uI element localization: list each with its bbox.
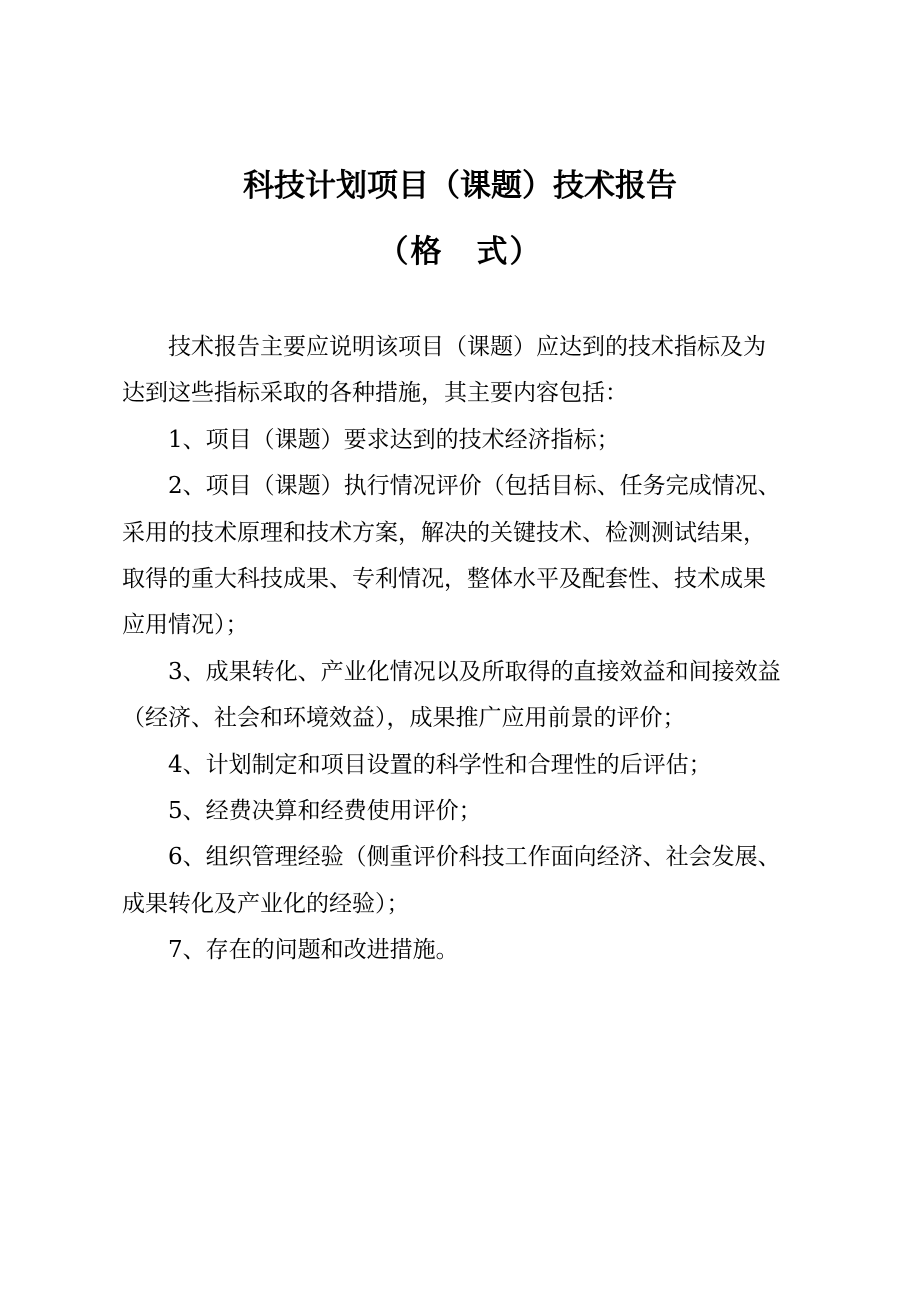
document-title: 科技计划项目（课题）技术报告 [243,168,677,204]
list-item-line: 7、存在的问题和改进措施。 [168,937,459,964]
list-item-line: 采用的技术原理和技术方案，解决的关键技术、检测测试结果， [122,519,766,546]
intro-line: 技术报告主要应说明该项目（课题）应达到的技术指标及为 [168,334,766,360]
intro-line: 达到这些指标采取的各种措施，其主要内容包括： [122,380,628,407]
list-item [122,927,802,973]
list-item-line: 应用情况）； [122,612,249,639]
list-item-line: 6、组织管理经验（侧重评价科技工作面向经济、社会发展、 [168,844,781,871]
list-item [122,417,802,463]
document-body [122,324,802,974]
list-item [122,742,802,788]
list-item-line: 1、项目（课题）要求达到的技术经济指标； [168,426,620,453]
list-item-line: 取得的重大科技成果、专利情况，整体水平及配套性、技术成果 [122,566,766,593]
intro-paragraph [122,324,802,417]
list-item-line: （经济、社会和环境效益），成果推广应用前景的评价； [122,705,686,732]
document-subtitle: （格 式） [377,234,543,270]
list-item [122,649,802,742]
list-item-line: 成果转化及产业化的经验）； [122,890,410,917]
list-item-line: 4、计划制定和项目设置的科学性和合理性的后评估； [168,751,712,778]
list-item-line: 2、项目（课题）执行情况评价（包括目标、任务完成情况、 [168,473,781,500]
list-item [122,463,802,649]
list-item-line: 3、成果转化、产业化情况以及所取得的直接效益和间接效益 [168,658,781,685]
list-item [122,788,802,834]
list-item-line: 5、经费决算和经费使用评价； [168,798,482,825]
list-item [122,834,802,927]
